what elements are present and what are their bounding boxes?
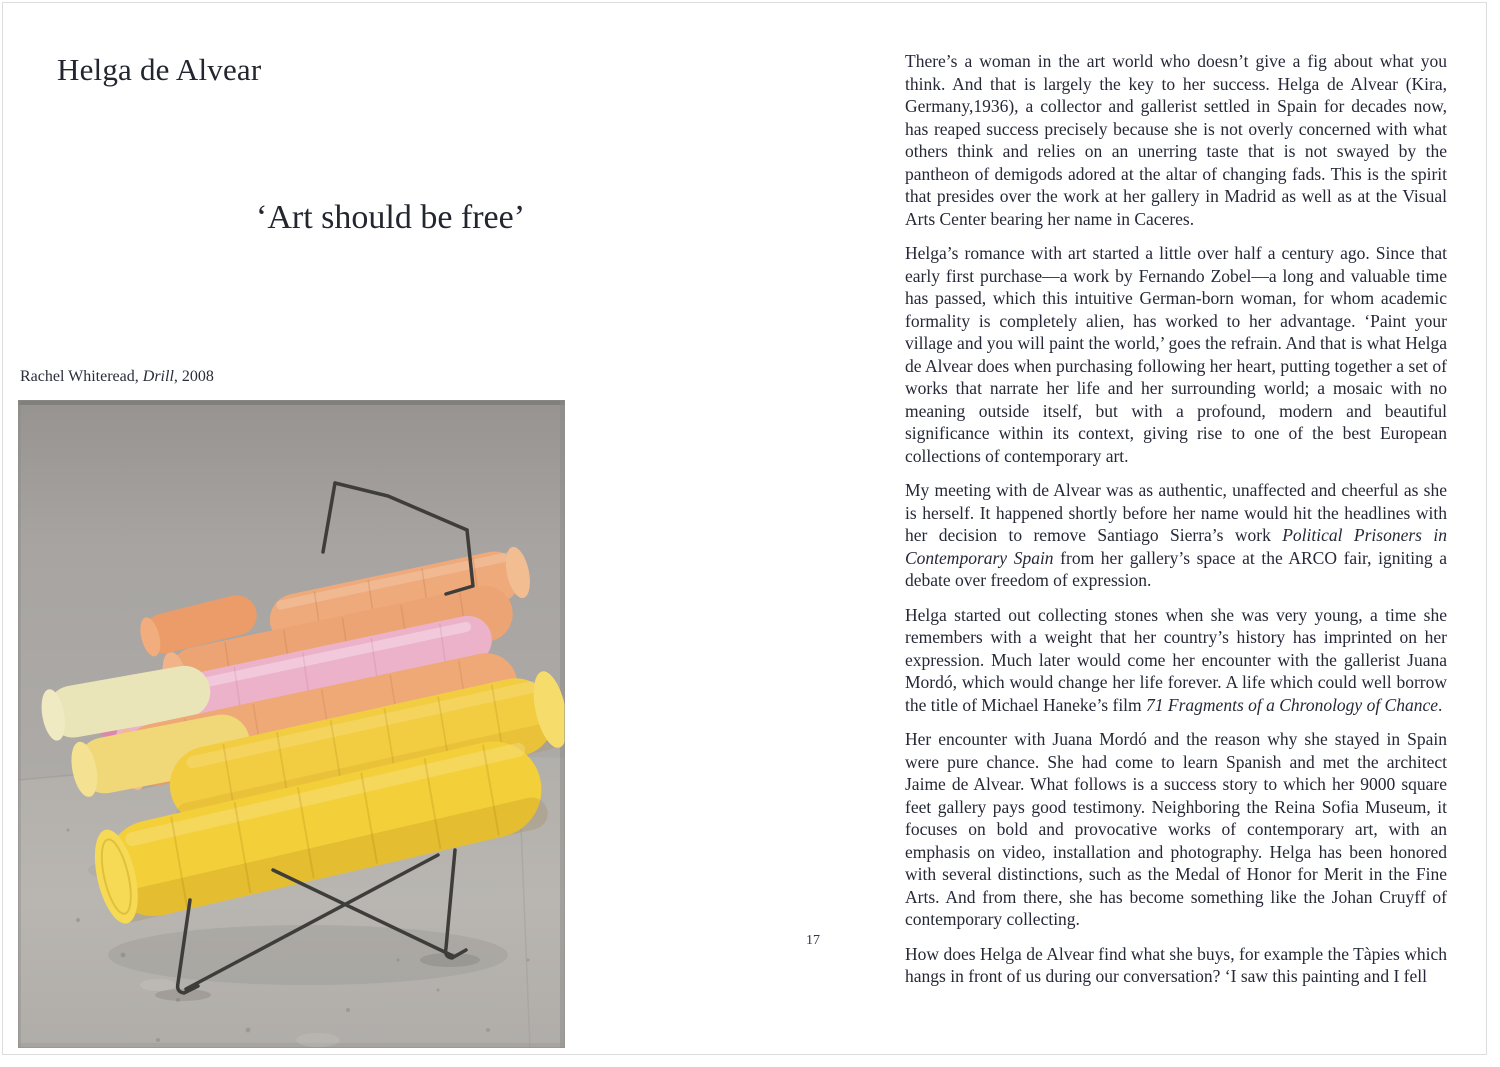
body-paragraph: My meeting with de Alvear was as authentic, unaffected and cheerful as she is herself. It happened shortly before her name would hit the headlines with her decision to remove Santiago Sierra’s work Political Prisoners in Contemporary Spain from her gallery’s space at the ARCO fair, igniting a debate over freedom of expression. xyxy=(905,480,1447,590)
body-text-column xyxy=(905,50,1447,1000)
page-number: 17 xyxy=(806,933,820,948)
body-paragraph: Helga started out collecting stones when she was very young, a time she remembers with a weight that her country’s history has imprinted on her expression. Much later would come her encounter with the gallerist Juana Mordó, which would change her life forever. A life which could well borrow the title of Michael Haneke’s film 71 Fragments of a Chronology of Chance. xyxy=(905,604,1447,715)
artwork-photo xyxy=(18,400,565,1048)
body-paragraph: How does Helga de Alvear find what she buys, for example the Tàpies which hangs in front of us during our conversation? ‘I saw this painting and I fell xyxy=(905,943,1447,986)
page-title: Helga de Alvear xyxy=(57,52,262,87)
body-paragraph: Helga’s romance with art started a little over half a century ago. Since that early first purchase—a work by Fernando Zobel—a long and valuable time has passed, which this intuitive German-born woman, for whom academic formality is completely alien, has worked to her advantage. ‘Paint your village and you will paint the world,’ goes the refrain. And that is what Helga de Alvear does when purchasing following her heart, putting together a set of works that narrate her life and her surrounding world; a mosaic with no meaning outside itself, but with a profound, modern and beautiful significance within its context, giving rise to one of the best European collections of contemporary art. xyxy=(905,243,1447,466)
photo-caption: Rachel Whiteread, Drill, 2008 xyxy=(20,368,214,385)
pull-quote: ‘Art should be free’ xyxy=(256,199,526,236)
body-paragraph: There’s a woman in the art world who doesn’t give a fig about what you think. And that is largely the key to her success. Helga de Alvear (Kira, Germany,1936), a collector and gallerist settled in Spain for decades now, has reaped success precisely because she is not overly concerned with what others think and relies on an unerring taste that is not swayed by the pantheon of demigods adored at the altar of changing fads. This is the spirit that presides over the work at her gallery in Madrid as well as at the Visual Arts Center bearing her name in Caceres. xyxy=(905,51,1447,229)
body-paragraph: Her encounter with Juana Mordó and the reason why she stayed in Spain were pure chance. She had come to learn Spanish and met the architect Jaime de Alvear. What follows is a success story to which her 9000 square feet gallery pays good testimony. Neighboring the Reina Sofia Museum, it focuses on bold and provocative works of contemporary art, with an emphasis on video, installation and photography. Helga has been honored with several distinctions, such as the Medal of Honor for Merit in the Fine Arts. And from there, she has become something like the Johan Cruyff of contemporary collecting. xyxy=(905,729,1447,929)
right-page xyxy=(780,0,1500,1067)
